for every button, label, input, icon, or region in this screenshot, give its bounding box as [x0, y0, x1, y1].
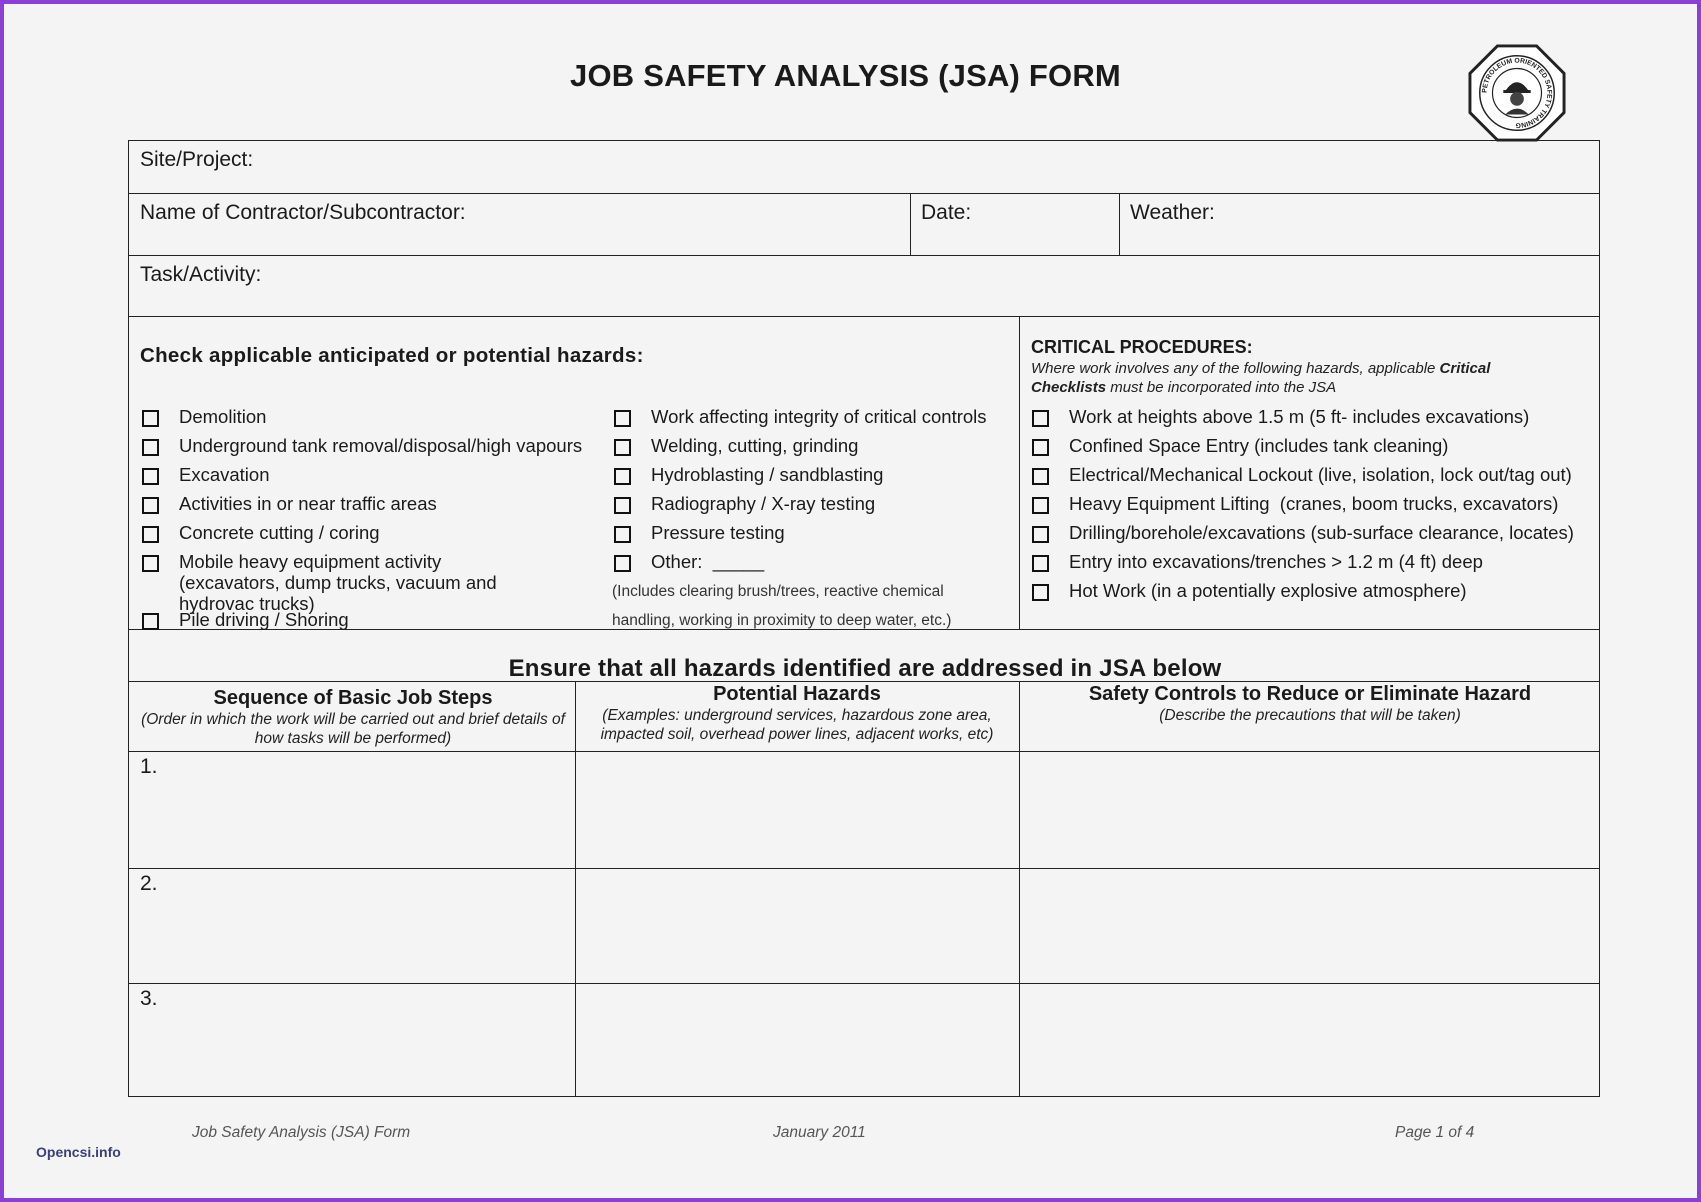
checkbox-icon[interactable]	[1032, 439, 1049, 456]
column-header-job-steps: Sequence of Basic Job Steps (Order in which the work will be carried out and brief details of how tasks will be performed)	[141, 687, 565, 747]
hazard-checkbox-excavation[interactable]: Excavation	[142, 464, 270, 485]
other-hazards-note: (Includes clearing brush/trees, reactive chemical handling, working in proximity to deep water, etc.)	[612, 583, 952, 629]
step-number-2[interactable]: 2.	[140, 872, 158, 895]
checkbox-icon[interactable]	[1032, 555, 1049, 572]
checkbox-icon[interactable]	[142, 555, 159, 572]
critical-procedures-title: CRITICAL PROCEDURES:	[1031, 337, 1253, 357]
ensure-hazards-banner: Ensure that all hazards identified are addressed in JSA below	[508, 655, 1222, 682]
checkbox-icon[interactable]	[142, 613, 159, 630]
checkbox-icon[interactable]	[614, 526, 631, 543]
critical-procedures-description: Where work involves any of the following hazards, applicable Critical Checklists must be incorporated into the JSA	[1031, 360, 1491, 396]
footer-date: January 2011	[773, 1124, 866, 1141]
checkbox-icon[interactable]	[142, 410, 159, 427]
critical-checkbox-heavy-lifting[interactable]: Heavy Equipment Lifting (cranes, boom trucks, excavators)	[1032, 493, 1558, 514]
hazard-checkbox-concrete-cutting[interactable]: Concrete cutting / coring	[142, 522, 380, 543]
hazard-checkbox-other[interactable]: Other: _____	[614, 551, 764, 572]
hazard-checkbox-traffic-areas[interactable]: Activities in or near traffic areas	[142, 493, 437, 514]
checkbox-icon[interactable]	[142, 497, 159, 514]
critical-checkbox-confined-space[interactable]: Confined Space Entry (includes tank cleaning)	[1032, 435, 1448, 456]
critical-checkbox-lockout[interactable]: Electrical/Mechanical Lockout (live, isolation, lock out/tag out)	[1032, 464, 1572, 485]
jsa-form-table	[128, 140, 1600, 1097]
hazard-checkbox-welding[interactable]: Welding, cutting, grinding	[614, 435, 858, 456]
critical-checkbox-drilling[interactable]: Drilling/borehole/excavations (sub-surface clearance, locates)	[1032, 522, 1574, 543]
step-number-3[interactable]: 3.	[140, 987, 158, 1010]
form-title: JOB SAFETY ANALYSIS (JSA) FORM	[570, 58, 1121, 93]
weather-field[interactable]: Weather:	[1130, 201, 1215, 224]
critical-checkbox-work-at-heights[interactable]: Work at heights above 1.5 m (5 ft- includes excavations)	[1032, 406, 1529, 427]
checkbox-icon[interactable]	[142, 439, 159, 456]
checkbox-icon[interactable]	[1032, 468, 1049, 485]
hazard-checkbox-pile-driving[interactable]: Pile driving / Shoring	[142, 609, 349, 630]
hazard-checkbox-mobile-equipment[interactable]: Mobile heavy equipment activity (excavators, dump trucks, vacuum and hydrovac trucks)	[142, 551, 542, 614]
critical-checkbox-hot-work[interactable]: Hot Work (in a potentially explosive atmosphere)	[1032, 580, 1467, 601]
checkbox-icon[interactable]	[614, 497, 631, 514]
column-header-safety-controls: Safety Controls to Reduce or Eliminate Hazard (Describe the precautions that will be taken)	[1088, 683, 1532, 724]
checkbox-icon[interactable]	[614, 439, 631, 456]
hazard-checkbox-demolition[interactable]: Demolition	[142, 406, 266, 427]
footer-page-number: Page 1 of 4	[1395, 1124, 1475, 1141]
hazard-checkbox-radiography[interactable]: Radiography / X-ray testing	[614, 493, 875, 514]
checkbox-icon[interactable]	[1032, 526, 1049, 543]
contractor-field[interactable]: Name of Contractor/Subcontractor:	[140, 201, 466, 224]
checkbox-icon[interactable]	[142, 468, 159, 485]
watermark: Opencsi.info	[36, 1144, 121, 1160]
hazard-checkbox-critical-controls[interactable]: Work affecting integrity of critical controls	[614, 406, 987, 427]
svg-text:PETROLEUM ORIENTED SAFETY TRAI: PETROLEUM ORIENTED SAFETY TRAINING	[1481, 57, 1553, 129]
safety-training-logo	[1468, 44, 1566, 142]
step-number-1[interactable]: 1.	[140, 755, 158, 778]
hazard-checkbox-underground-tank[interactable]: Underground tank removal/disposal/high vapours	[142, 435, 582, 456]
checkbox-icon[interactable]	[1032, 410, 1049, 427]
column-header-potential-hazards: Potential Hazards (Examples: underground services, hazardous zone area, impacted soil, overhead power lines, adjacent works, etc)	[600, 683, 994, 743]
checkbox-icon[interactable]	[614, 410, 631, 427]
task-activity-field[interactable]: Task/Activity:	[140, 263, 262, 286]
site-project-field[interactable]: Site/Project:	[140, 148, 254, 171]
hazards-heading: Check applicable anticipated or potential hazards:	[140, 344, 644, 367]
checkbox-icon[interactable]	[1032, 584, 1049, 601]
critical-checkbox-trench-entry[interactable]: Entry into excavations/trenches > 1.2 m (4 ft) deep	[1032, 551, 1483, 572]
date-field[interactable]: Date:	[921, 201, 972, 224]
checkbox-icon[interactable]	[142, 526, 159, 543]
checkbox-icon[interactable]	[1032, 497, 1049, 514]
hazard-checkbox-pressure-testing[interactable]: Pressure testing	[614, 522, 785, 543]
footer-form-name: Job Safety Analysis (JSA) Form	[192, 1124, 411, 1141]
checkbox-icon[interactable]	[614, 555, 631, 572]
checkbox-icon[interactable]	[614, 468, 631, 485]
hazard-checkbox-hydroblasting[interactable]: Hydroblasting / sandblasting	[614, 464, 883, 485]
